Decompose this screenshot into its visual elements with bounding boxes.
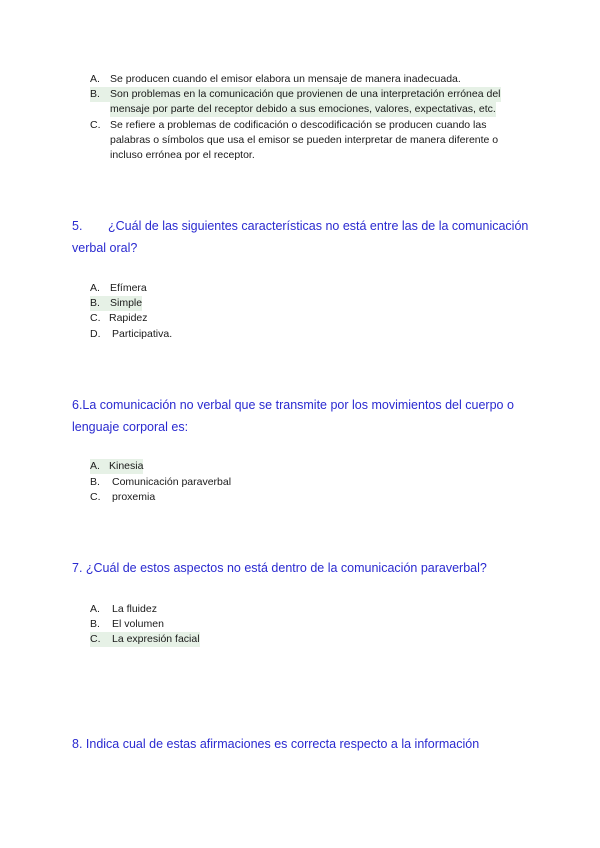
question-6-title: 6.La comunicación no verbal que se transmite por los movimientos del cuerpo o [72,398,514,412]
q6-option-a: A. Kinesia [90,460,144,472]
option-text: Se producen cuando el emisor elabora un mensaje de manera inadecuada. [110,73,461,85]
q7-option-a: A. La fluidez [90,603,157,615]
prev-option-b [90,87,501,102]
question-number: 5. [72,219,83,233]
question-6-title-continued: lenguaje corporal es: [72,420,189,434]
option-letter: A. [90,73,100,85]
option-text: Se refiere a problemas de codificación o descodificación se producen cuando las [110,119,487,131]
question-7-title: 7. ¿Cuál de estos aspectos no está dentro de la comunicación paraverbal? [72,561,487,575]
q7-option-c: C. La expresión facial [90,633,200,645]
prev-option-b-continued: mensaje por parte del receptor debido a sus emociones, valores, expectativas, etc. [110,103,496,115]
q5-option-c: C. Rapidez [90,312,148,324]
prev-option-c-continued-1: palabras o símbolos que usa el emisor se pueden interpretar de manera diferente o [110,134,499,146]
question-5-title-continued: verbal oral? [72,241,138,255]
prev-option-c [90,118,486,133]
option-letter: B. [90,88,100,100]
q5-option-b: B. Simple [90,297,143,309]
q5-option-d: D. Participativa. [90,328,173,340]
question-5-title: 5. ¿Cuál de las siguientes características no está entre las de la comunicación [72,215,528,237]
q7-option-b: B. El volumen [90,618,164,630]
prev-option-a [90,72,461,87]
option-letter: C. [90,119,101,131]
question-8-title: 8. Indica cual de estas afirmaciones es correcta respecto a la información [72,737,480,751]
q5-option-a: A. Efímera [90,282,147,294]
prev-option-c-continued-2: incluso errónea por el receptor. [110,149,255,161]
option-text: Son problemas en la comunicación que provienen de una interpretación errónea del [110,88,501,100]
q6-option-c: C. proxemia [90,491,156,503]
q6-option-b: B. Comunicación paraverbal [90,476,232,488]
